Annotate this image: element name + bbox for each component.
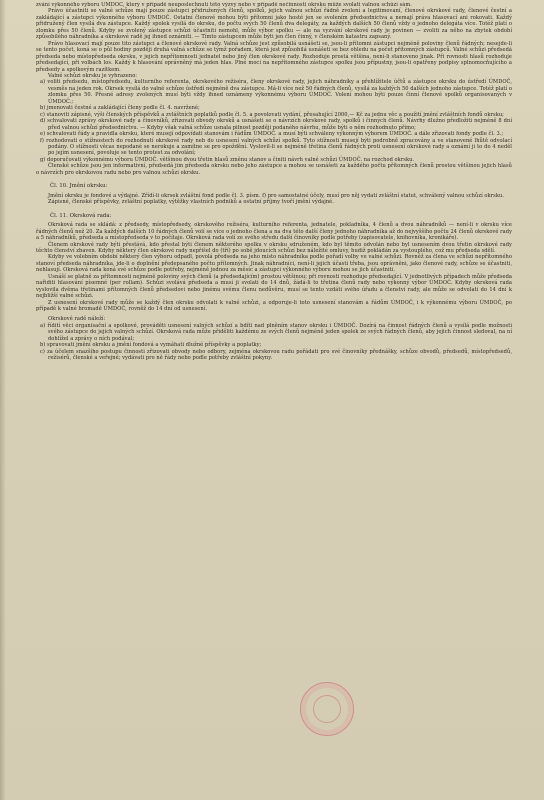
list-item: e) schvalovati řády a pravidla okrsku, které musejí odpovídati stanovám i řádům ÚMDOČ. a musí býti schváleny výkonným výborem ÚMDOČ. a dále zřizovati fondy podle čl. 3.;	[40, 131, 504, 138]
list-item: d) schvalovati zprávy okrskové rady a činovníků, zřizovati obvody okrsků a usnášeti se o návrzích okrskové rady, spolků i činných členů. Návrhy dlužno předložiti nejméně 8 dní před valnou schůzí předsednictvu. — Kdyby však valná schůze usnala pilnost později podaného návrhu, může býti o něm rozhodnuto přímo;	[40, 118, 512, 131]
paragraph: Právo účastniti se valné schůze mají pouze zástupci přidružených členů, spolků, jejich valnou schůzí řádně zvolení a legitimovaní, členové okrskové rady, členové čestní a zakládající a zástupci výkonného výboru ÚMDOČ. Ostatní členové mohou býti přítomni jako hosté jen se svolením předsednictva a nemají práva hlasovací ani rokovati. Každý přidružený člen vysílá dva zástupce. Každý spolek vysílá do okrsku, do počtu svých 50 členů dva delegáty, za každých dalších 50 členů vždy o jednoho delegáta více. Totéž platí o zlomku přes 50 členů. Kdyby se zvolený zástupce schůzi účastniti nemohl, může výbor spolku — ale na vyzvání okrskové rady je povinen — zvoliti za něho na zbytek období způsobilého náhradníka a okrskové radě jej ihned oznámiti. — Tímto zástupcem může býti jen člen činný, v členském katastru zapsaný.	[36, 8, 512, 41]
list-item: b) spravovati jmění okrsku a jmění fondová a vymáhati dlužné příspěvky a poplatky;	[40, 342, 262, 349]
paragraph: Právo hlasovací mají pouze tito zástupci a členové okrskové rady. Valná schůze jest způsobilá usnášeti se, jsou-li přítomni zástupci nejméně poloviny členů řádných; nesejde-li se tento počet, koná se o půl hodiny později druhá valná schůze se týmž pořadem, která jest způsobilá usnášeti se bez ohledu na počet přítomných zástupců. Valné schůzi předsedá předseda nebo místopředseda okrsku, v jejich nepřítomnosti jednatel nebo jiný člen okrskové rady. Rozhoduje prostá většina, není-li stanoveno jinak. Při rovnosti hlasů rozhoduje předsedající, při volbách los. Každý k hlasování oprávněný má jeden hlas. Plné moci na nepřítomného zástupce spolku jsou přípustny, jsou-li opatřeny podpisy splnomocňujícího a předsedy a spolkovým razítkem.	[36, 40, 512, 73]
paragraph: Kdyby ve volebním období některý člen výboru odpadl, povolá předseda na jeho místo náhradníka podle pořadí volby ve valné schůzi. Rovněž za člena ve schůzi nepřítomného stanoví předseda náhradníka, jde-li o doplnění předepsaného počtu přítomných. Jinak náhradníci, není-li jejich účasti třeba, jsou oprávněni, jako členové rady, schůze se účastniti, nehlasují. Okrsková rada koná své schůze podle potřeby, nejméně jednou za měsíc a zástupci výkonného výboru mohou se jich účastniti.	[36, 254, 512, 274]
paragraph: Valné schůzi okrsku je vyhrazeno:	[48, 72, 138, 79]
paragraph: Členem okrskové rady býti přestává, kdo přestal býti členem některého spolku v okrsku sdruženém, kdo byl těmito odvolán nebo byl usnesením dvou třetin okrskové rady těchto členství zbaven. Kdyby některý člen okrskové rady nepřišel do (tří) po sobě jdoucích schůzí bez náležité omluvy, budiž pokládán za vystouplého, což mu předseda sdělí.	[36, 241, 512, 254]
list-item: b) jmenovati čestné a zakládající členy podle čl. 4. navržené;	[40, 105, 200, 112]
document-body	[36, 2, 512, 794]
paragraph: zvání výkonného výboru ÚMDOČ, který v případě neuposlechnutí této výzvy nebo v případě nečinnosti okrsku může svolati valnou schůzi sám.	[36, 2, 412, 8]
paragraph: Členské schůze jsou jen informativní, předsedá jim předseda okrsku nebo jeho zástupce a mohou se usnášeti za každého počtu přítomných členů prostou většinou jejich hlasů o návrzích pro okrskovou radu nebo pro valnou schůzi okrsku.	[36, 163, 512, 176]
paragraph: Zápisné, členské příspěvky, zvláštní poplatky, výtěžky vlastních podniků a ostatní příjmy tvoří jmění výdajné.	[48, 199, 334, 206]
list-item: a) voliti předsedu, místopředsedu, kulturního referenta, okrskového režiséra, členy okrskové rady, jejich náhradníky a přehlížitele účtů a zástupce okrsku do ústředí ÚMDOČ, vesměs na jeden rok. Okrsek vysílá do valné schůze ústředí nejméně dva zástupce. Má-li více než 50 řádných členů, vysílá za každých 50 dalších jednoho zástupce. Totéž platí o zlomku přes 50. Přesné adresy zvolených musí býti vždy ihned oznámeny výkonnému výboru ÚMDOČ. Volení mohou býti pouze činní členové spolků organisovaných v ÚMDOČ.;	[40, 79, 512, 105]
paragraph: Jmění okrsku je fondové a výdajné. Zřídí-li okrsek zvláštní fond podle čl. 3. písm. f) pro samostatné účely, musí pro něj vydati zvláštní statut, schválený valnou schůzí okrsku.	[48, 192, 504, 199]
list-item: c) za účelem snazšího postupu činnosti zřizovati obvody nebo odbory, zejména okrskovou radu pořádati pro své činovníky přednášky, schůze obvodů, předsedů, místopředsedů, režisérů, členské a veřejné; vydávati pro ně řády nebo podle potřeby zvláštní pokyny.	[40, 348, 512, 362]
list-item: a) řídití věci organisační a spolkové, prováděti usnesení valných schůzí a bdíti nad plněním stanov okrsku i ÚMDOČ. Dozírá na činnost řádných členů a vysílá podle možnosti svého zástupce do jejich valných schůzí. Okrsková rada může přiděliti každému ze svých členů nejméně jeden spolek ze svých řádných členů, aby jejich činnost sledoval, na ní dohlížel a zprávy o ních podával;	[40, 322, 512, 342]
paragraph: Usnáší se platně za přítomnosti nejméně poloviny svých členů (a předsedajícím) prostou většinou; při rovnosti rozhoduje předsedající. V jednotlivých případech může předseda nařiditi hlasování písemné (per rollam). Schůzi svolává předseda a musí ji svolati do 14 dnů, žádá-li to třetina členů rady nebo výkonný výbor ÚMDOČ. Kdyby okrsková rada vyslovila dvěma třetinami přítomných členů předsedovi nebo jinému svému členu nedůvěru, musí se tento vzdáti svého úřadu a členství rady, ale může se odvolati do 14 dní k nejbližší valné schůzi.	[36, 273, 512, 300]
section-heading: Čl. 11. Okrsková rada:	[50, 212, 112, 219]
page-edge-shadow	[0, 0, 6, 800]
list-item: g) doporučovati výkonnému výboru ÚMDOČ. většinou dvou třetin hlasů změnu stanov a činiti návrh valné schůzi ÚMDOČ. na rozchod okrsku.	[40, 156, 415, 163]
section-heading: Čl. 10. Jmění okrsku:	[50, 183, 108, 190]
list-item: f) rozhodovati o stížnostech do rozhodnutí okrskové rady neb do usnesení valných schůzí spolků. Tyto stížnosti musejí býti podrobně zpracovány a ve stanovené lhůtě odvolací podány. O stížnosti věcas nepodané se nerokuje a zamítne se pro opoždění. Vyslovil-li se nejméně třetina členů řádných proti usnesení okrskové rady a oznámí ji to do 4 neděl po jejím usnesení, povoluje se tento protest za odvolání;	[40, 137, 512, 157]
red-stamp	[300, 682, 354, 736]
list-item: c) stanoviti zápisné, výši členských příspěvků a zvláštních poplatků podle čl. 5. a povolovati vydání, přesahující 2000,— Kč za jednu věc a použití jmění zvláštních fondů okrsku;	[40, 111, 504, 118]
paragraph: Okrsková rada se skládá: z předsedy, místopředsedy, okrskového režiséra, kulturního referenta, jednatele, pokladníka, 4 členů a dvou náhradníků — není-li v okrsku více řádných členů než 20. Za každých dalších 10 řádných členů volí se více o jednoho člena a na dva této další členy jednoho náhradníka až do nejvyššího počtu 24 členů okrskové rady a 5 náhradníků, předseda a místopředseda v to počítaje. Okrsková rada volí ze svého středu další činovníky podle potřeby (zapisovatele, knihovníka, kronikáře).	[36, 222, 512, 242]
paragraph: Okrskové radě náleží:	[48, 316, 106, 323]
paragraph: Z usnesení okrskové rady může se každý člen okrsku odvolati k valné schůzi, a odporuje-li toto usnesení stanovám a řádům ÚMDOČ, i k výkonnému výboru ÚMDOČ, po případě k valné hromadě ÚMDOČ, rovněž do 14 dní od usnesení.	[36, 299, 512, 313]
